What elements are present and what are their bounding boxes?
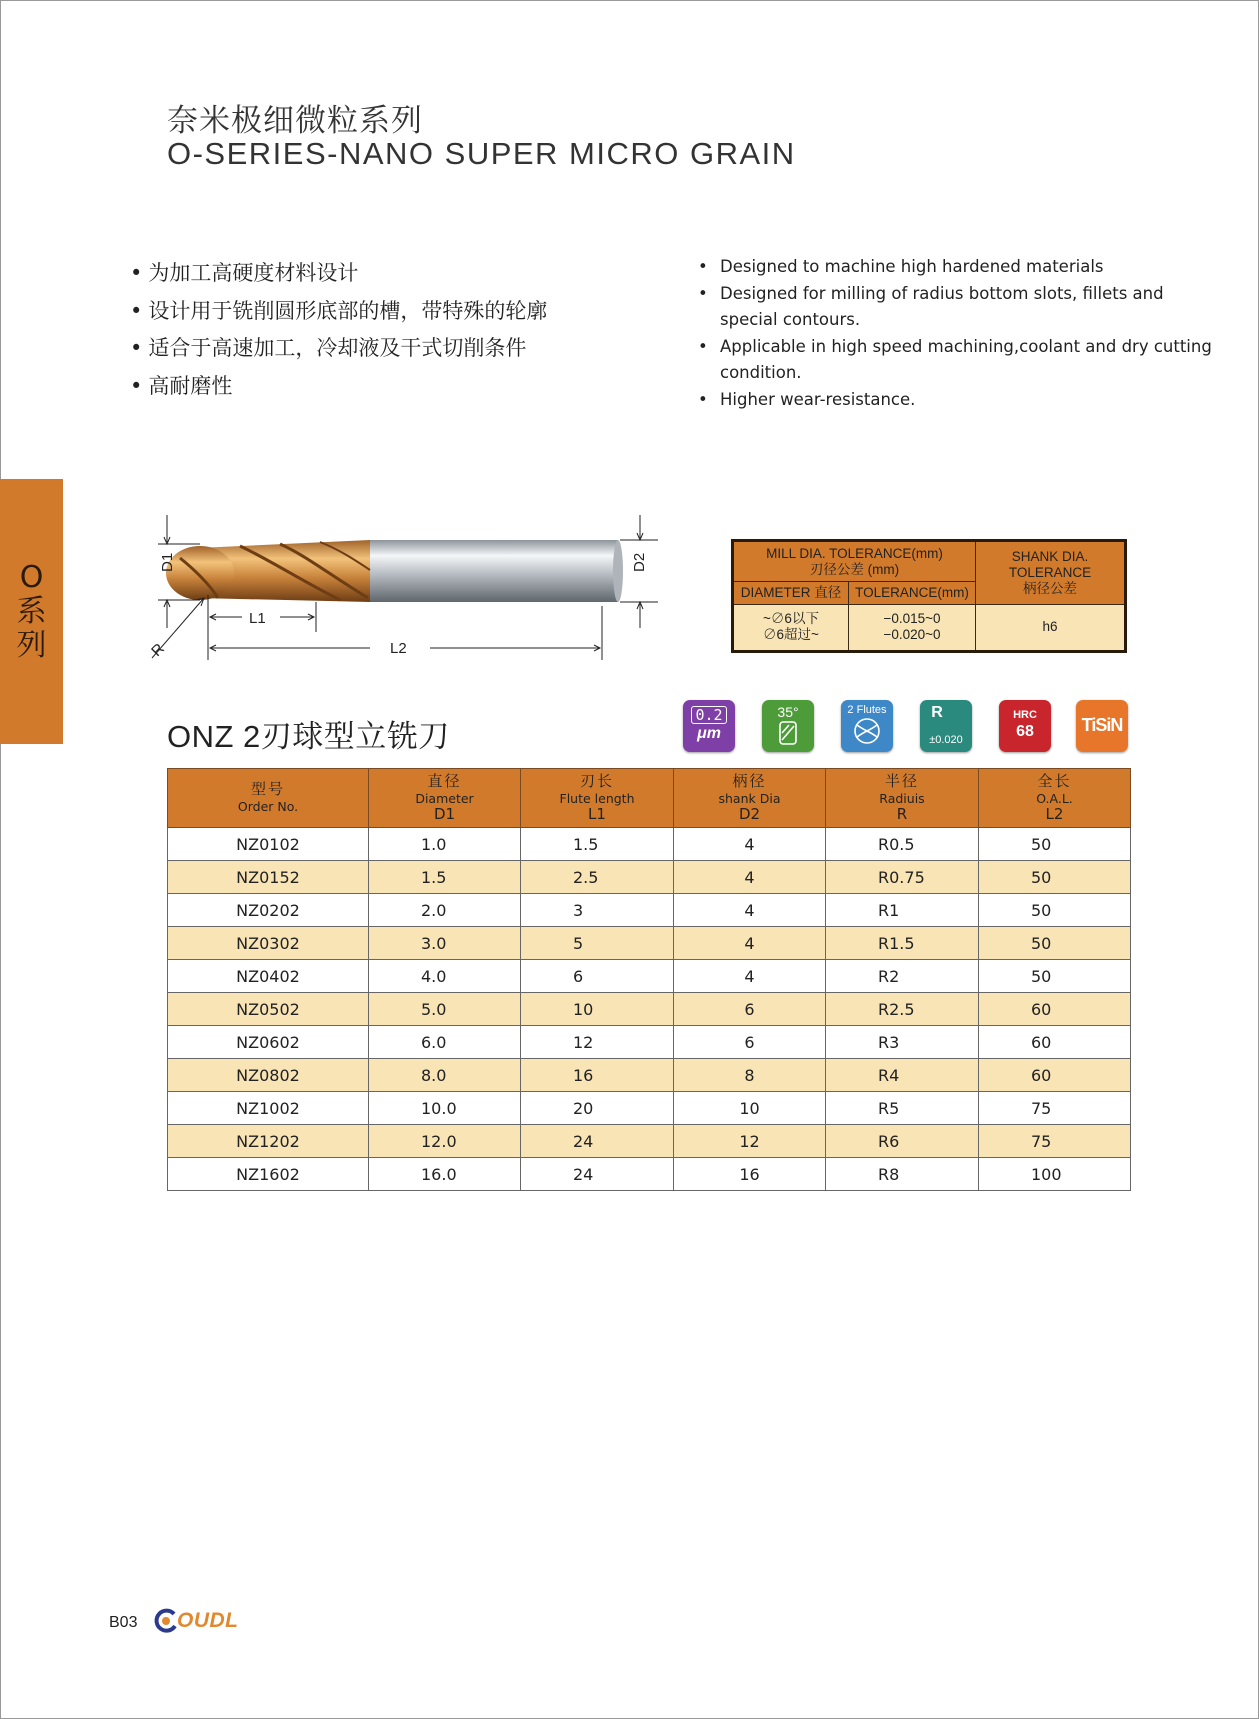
diameter-cell: 1.0	[369, 828, 521, 861]
brand-name: OUDL	[177, 1609, 239, 1632]
page-number: B03	[109, 1614, 138, 1631]
shank-dia-cell: 4	[674, 828, 826, 861]
col-header-order-no: 型号 Order No.	[168, 769, 369, 828]
flutes-badge: 2 Flutes	[841, 700, 893, 752]
diameter-cell: 4.0	[369, 960, 521, 993]
l2-label: L2	[390, 640, 407, 657]
radius-cell: R5	[826, 1092, 979, 1125]
diameter-cell: 5.0	[369, 993, 521, 1026]
flute-length-cell: 5	[521, 927, 674, 960]
flute-length-cell: 10	[521, 993, 674, 1026]
r-label: R	[148, 640, 168, 660]
col-header-shank-dia: 柄径 shank Dia D2	[674, 769, 826, 828]
order-no-cell: NZ0102	[168, 828, 369, 861]
flute-length-cell: 24	[521, 1158, 674, 1191]
tolerance-col-header: TOLERANCE(mm)	[849, 582, 976, 605]
shank-dia-cell: 4	[674, 960, 826, 993]
overall-length-cell: 50	[979, 828, 1131, 861]
tolerance-table	[731, 539, 1127, 653]
shank-dia-cell: 4	[674, 894, 826, 927]
shank-dia-cell: 12	[674, 1125, 826, 1158]
table-row	[168, 861, 1131, 894]
col-header-overall-length: 全长 O.A.L. L2	[979, 769, 1131, 828]
feature-item-cn: • 适合于高速加工，冷却液及干式切削条件	[130, 330, 547, 368]
flute-length-cell: 3	[521, 894, 674, 927]
oudl-logo-icon	[153, 1608, 179, 1634]
flute-length-cell: 1.5	[521, 828, 674, 861]
diameter-cell: 8.0	[369, 1059, 521, 1092]
flute-length-cell: 12	[521, 1026, 674, 1059]
shank-tolerance-header: SHANK DIA. TOLERANCE 柄径公差	[976, 541, 1126, 605]
tool-shank	[370, 540, 623, 602]
overall-length-cell: 60	[979, 993, 1131, 1026]
side-tab-char: O	[19, 559, 44, 595]
radius-cell: R1.5	[826, 927, 979, 960]
coating-badge: TiSiN	[1076, 700, 1128, 752]
overall-length-cell: 60	[979, 1059, 1131, 1092]
spec-table	[167, 768, 1131, 1191]
l1-label: L1	[249, 610, 266, 627]
table-row	[168, 1125, 1131, 1158]
page-title-cn: 奈米极细微粒系列	[167, 103, 423, 139]
radius-cell: R1	[826, 894, 979, 927]
table-row	[168, 1059, 1131, 1092]
table-row	[168, 1092, 1131, 1125]
side-tab-char: 系	[16, 593, 47, 629]
feature-item-en: • Designed to machine high hardened materials	[698, 254, 1218, 281]
col-header-radius: 半径 Radiuis R	[826, 769, 979, 828]
helix-icon	[773, 720, 803, 746]
radius-tolerance-badge: R ±0.020	[920, 700, 972, 752]
radius-cell: R4	[826, 1059, 979, 1092]
radius-cell: R2.5	[826, 993, 979, 1026]
helix-angle-badge: 35°	[762, 700, 814, 752]
overall-length-cell: 50	[979, 927, 1131, 960]
page-title-en: O-SERIES-NANO SUPER MICRO GRAIN	[167, 136, 796, 171]
shank-tolerance-value: h6	[976, 604, 1126, 651]
table-row	[168, 1026, 1131, 1059]
order-no-cell: NZ1202	[168, 1125, 369, 1158]
table-row	[168, 927, 1131, 960]
overall-length-cell: 60	[979, 1026, 1131, 1059]
product-name-cn: 刃球型立铣刀	[260, 719, 450, 755]
overall-length-cell: 50	[979, 861, 1131, 894]
flute-length-cell: 16	[521, 1059, 674, 1092]
diameter-range-cell: ~∅6以下 ∅6超过~	[733, 604, 849, 651]
radius-cell: R0.75	[826, 861, 979, 894]
table-row	[168, 960, 1131, 993]
col-header-diameter: 直径 Diameter D1	[369, 769, 521, 828]
diameter-cell: 16.0	[369, 1158, 521, 1191]
shank-dia-cell: 4	[674, 861, 826, 894]
table-row	[168, 1158, 1131, 1191]
series-side-tab	[0, 479, 63, 744]
shank-dia-cell: 10	[674, 1092, 826, 1125]
hardness-badge: HRC 68	[999, 700, 1051, 752]
order-no-cell: NZ0802	[168, 1059, 369, 1092]
flute-length-cell: 20	[521, 1092, 674, 1125]
order-no-cell: NZ0152	[168, 861, 369, 894]
side-tab-char: 列	[16, 627, 47, 663]
table-row	[168, 993, 1131, 1026]
diameter-cell: 1.5	[369, 861, 521, 894]
features-list-en	[698, 254, 1218, 413]
radius-cell: R6	[826, 1125, 979, 1158]
order-no-cell: NZ1002	[168, 1092, 369, 1125]
flute-length-cell: 24	[521, 1125, 674, 1158]
radius-cell: R0.5	[826, 828, 979, 861]
features-list-cn	[130, 255, 547, 405]
shank-dia-cell: 6	[674, 993, 826, 1026]
radius-cell: R8	[826, 1158, 979, 1191]
shank-dia-cell: 8	[674, 1059, 826, 1092]
spec-table-header	[168, 769, 1131, 828]
overall-length-cell: 50	[979, 960, 1131, 993]
shank-dia-cell: 6	[674, 1026, 826, 1059]
feature-item-cn: • 设计用于铣削圆形底部的槽，带特殊的轮廓	[130, 293, 547, 331]
tool-fluted-head	[166, 540, 370, 602]
overall-length-cell: 50	[979, 894, 1131, 927]
overall-length-cell: 75	[979, 1092, 1131, 1125]
l1-dimension	[208, 595, 316, 660]
radius-cell: R2	[826, 960, 979, 993]
order-no-cell: NZ0402	[168, 960, 369, 993]
feature-item-en: • Designed for milling of radius bottom slots, fillets and special contours.	[698, 281, 1218, 334]
diameter-cell: 6.0	[369, 1026, 521, 1059]
overall-length-cell: 75	[979, 1125, 1131, 1158]
flute-length-cell: 6	[521, 960, 674, 993]
overall-length-cell: 100	[979, 1158, 1131, 1191]
order-no-cell: NZ0502	[168, 993, 369, 1026]
diameter-col-header: DIAMETER 直径	[733, 582, 849, 605]
flutes-icon	[851, 717, 883, 745]
table-row	[168, 894, 1131, 927]
d1-label: D1	[159, 552, 176, 572]
grain-size-badge: 0.2 μm	[683, 700, 735, 752]
order-no-cell: NZ1602	[168, 1158, 369, 1191]
feature-item-en: • Applicable in high speed machining,coolant and dry cutting condition.	[698, 334, 1218, 387]
flute-length-cell: 2.5	[521, 861, 674, 894]
mill-tolerance-header: MILL DIA. TOLERANCE(mm) 刃径公差 (mm)	[733, 541, 976, 582]
brand-logo	[153, 1608, 239, 1634]
product-title	[167, 711, 450, 756]
col-header-flute-length: 刃长 Flute length L1	[521, 769, 674, 828]
shank-dia-cell: 4	[674, 927, 826, 960]
order-no-cell: NZ0602	[168, 1026, 369, 1059]
radius-cell: R3	[826, 1026, 979, 1059]
diameter-cell: 10.0	[369, 1092, 521, 1125]
order-no-cell: NZ0302	[168, 927, 369, 960]
diameter-cell: 12.0	[369, 1125, 521, 1158]
feature-item-en: • Higher wear-resistance.	[698, 387, 1218, 414]
shank-dia-cell: 16	[674, 1158, 826, 1191]
feature-item-cn: • 高耐磨性	[130, 368, 547, 406]
table-row	[168, 828, 1131, 861]
ball-end-mill-diagram	[140, 510, 670, 670]
feature-item-cn: • 为加工高硬度材料设计	[130, 255, 547, 293]
diameter-cell: 3.0	[369, 927, 521, 960]
order-no-cell: NZ0202	[168, 894, 369, 927]
d2-label: D2	[631, 552, 648, 572]
tolerance-value-cell: −0.015~0 −0.020~0	[849, 604, 976, 651]
diameter-cell: 2.0	[369, 894, 521, 927]
product-code: ONZ 2	[167, 719, 261, 754]
